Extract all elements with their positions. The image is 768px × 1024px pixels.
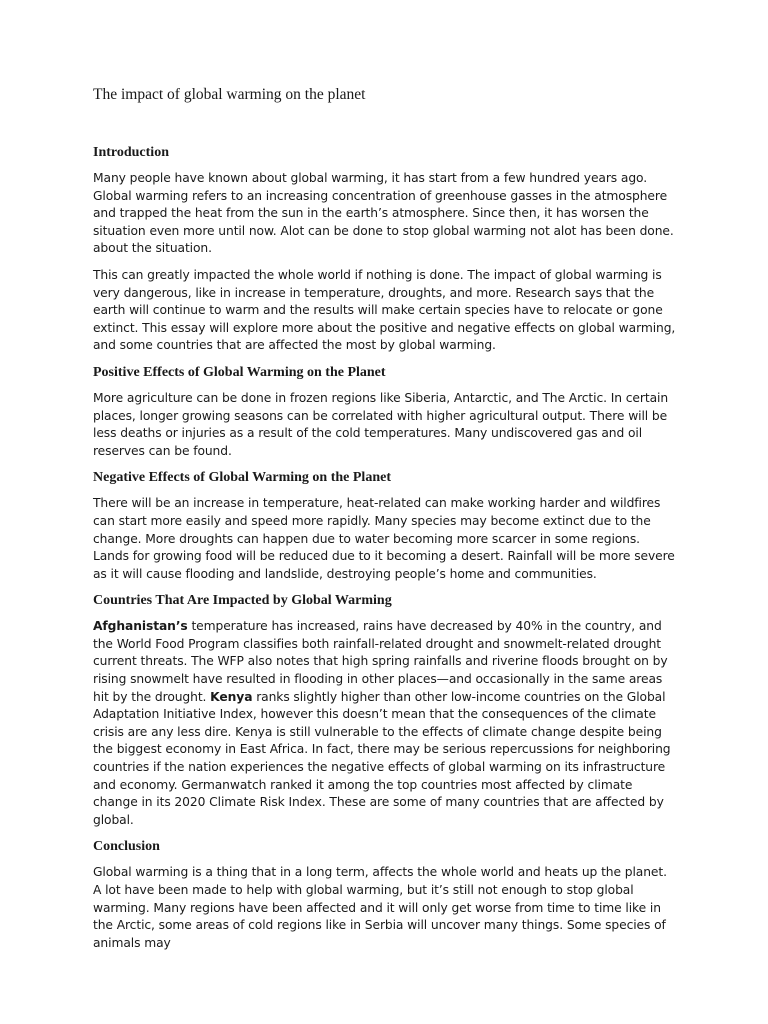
paragraph — [93, 618, 677, 829]
country-name-afghanistan: Afghanistan’s — [93, 619, 188, 634]
section-introduction — [93, 144, 677, 355]
document-page — [93, 84, 677, 961]
section-countries-impacted — [93, 592, 677, 829]
document-title: The impact of global warming on the planet — [93, 86, 366, 103]
section-positive-effects — [93, 364, 677, 460]
section-heading: Positive Effects of Global Warming on the Planet — [93, 364, 386, 380]
country-name-kenya: Kenya — [210, 689, 253, 704]
paragraph-text: temperature has increased, rains have decreased by 40% in the country, and the World Food Program classifies both rainfall-related drought and snowmelt-related drought current threats. The WFP also notes that high spring rainfalls and riverine floods brought on by rising snowmelt have resulted in flooding in other places—and occasionally in the same areas hit by the drought. — [93, 619, 668, 704]
section-heading: Introduction — [93, 145, 169, 160]
paragraph: There will be an increase in temperature, heat-related can make working harder and wildfires can start more easily and speed more rapidly. Many species may become extinct due to the change. More droughts can happen due to water becoming more scarcer in some regions. Lands for growing food will be reduced due to it becoming a desert. Rainfall will be more severe as it will cause flooding and landslide, destroying people’s home and communities. — [93, 496, 675, 581]
paragraph: This can greatly impacted the whole world if nothing is done. The impact of global warming is very dangerous, like in increase in temperature, droughts, and more. Research says that the earth will continue to warm and the results will make certain species have to relocate or gone extinct. This essay will explore more about the positive and negative effects on global warming, and some countries that are affected the most by global warming. — [93, 267, 676, 353]
paragraph: More agriculture can be done in frozen regions like Siberia, Antarctic, and The Arctic. In certain places, longer growing seasons can be correlated with higher agricultural output. There will be less deaths or injuries as a result of the cold temperatures. Many undiscovered gas and oil reserves can be found. — [93, 390, 669, 458]
section-heading: Negative Effects of Global Warming on the Planet — [93, 470, 391, 486]
section-heading: Conclusion — [93, 839, 160, 855]
section-conclusion — [93, 838, 677, 952]
section-heading: Countries That Are Impacted by Global Warming — [93, 593, 392, 609]
paragraph-text: ranks slightly higher than other low-income countries on the Global Adaptation Initiative Index, however this doesn’t mean that the consequences of the climate crisis are any less dire. Kenya is still vulnerable to the effects of climate change despite being the biggest economy in East Africa. In fact, there may be serious repercussions for neighboring countries if the nation experiences the negative effects of global warming on its infrastructure and economy. Germanwatch ranked it among the top countries most affected by climate change in its 2020 Climate Risk Index. These are some of many countries that are affected by global. — [93, 689, 671, 827]
paragraph: Many people have known about global warming, it has start from a few hundred years ago. Global warming refers to an increasing concentration of greenhouse gasses in the atmosphere and trapped the heat from the sun in the earth’s atmosphere. Since then, it has worsen the situation even more until now. Alot can be done to stop global warming not alot has been done. about the situation. — [93, 171, 674, 256]
section-negative-effects — [93, 469, 677, 583]
paragraph: Global warming is a thing that in a long term, affects the whole world and heats up the planet. A lot have been made to help with global warming, but it’s still not enough to stop global warming. Many regions have been affected and it will only get worse from time to time like in the Arctic, some areas of cold regions like in Serbia will uncover many things. Some species of animals may — [93, 865, 667, 950]
